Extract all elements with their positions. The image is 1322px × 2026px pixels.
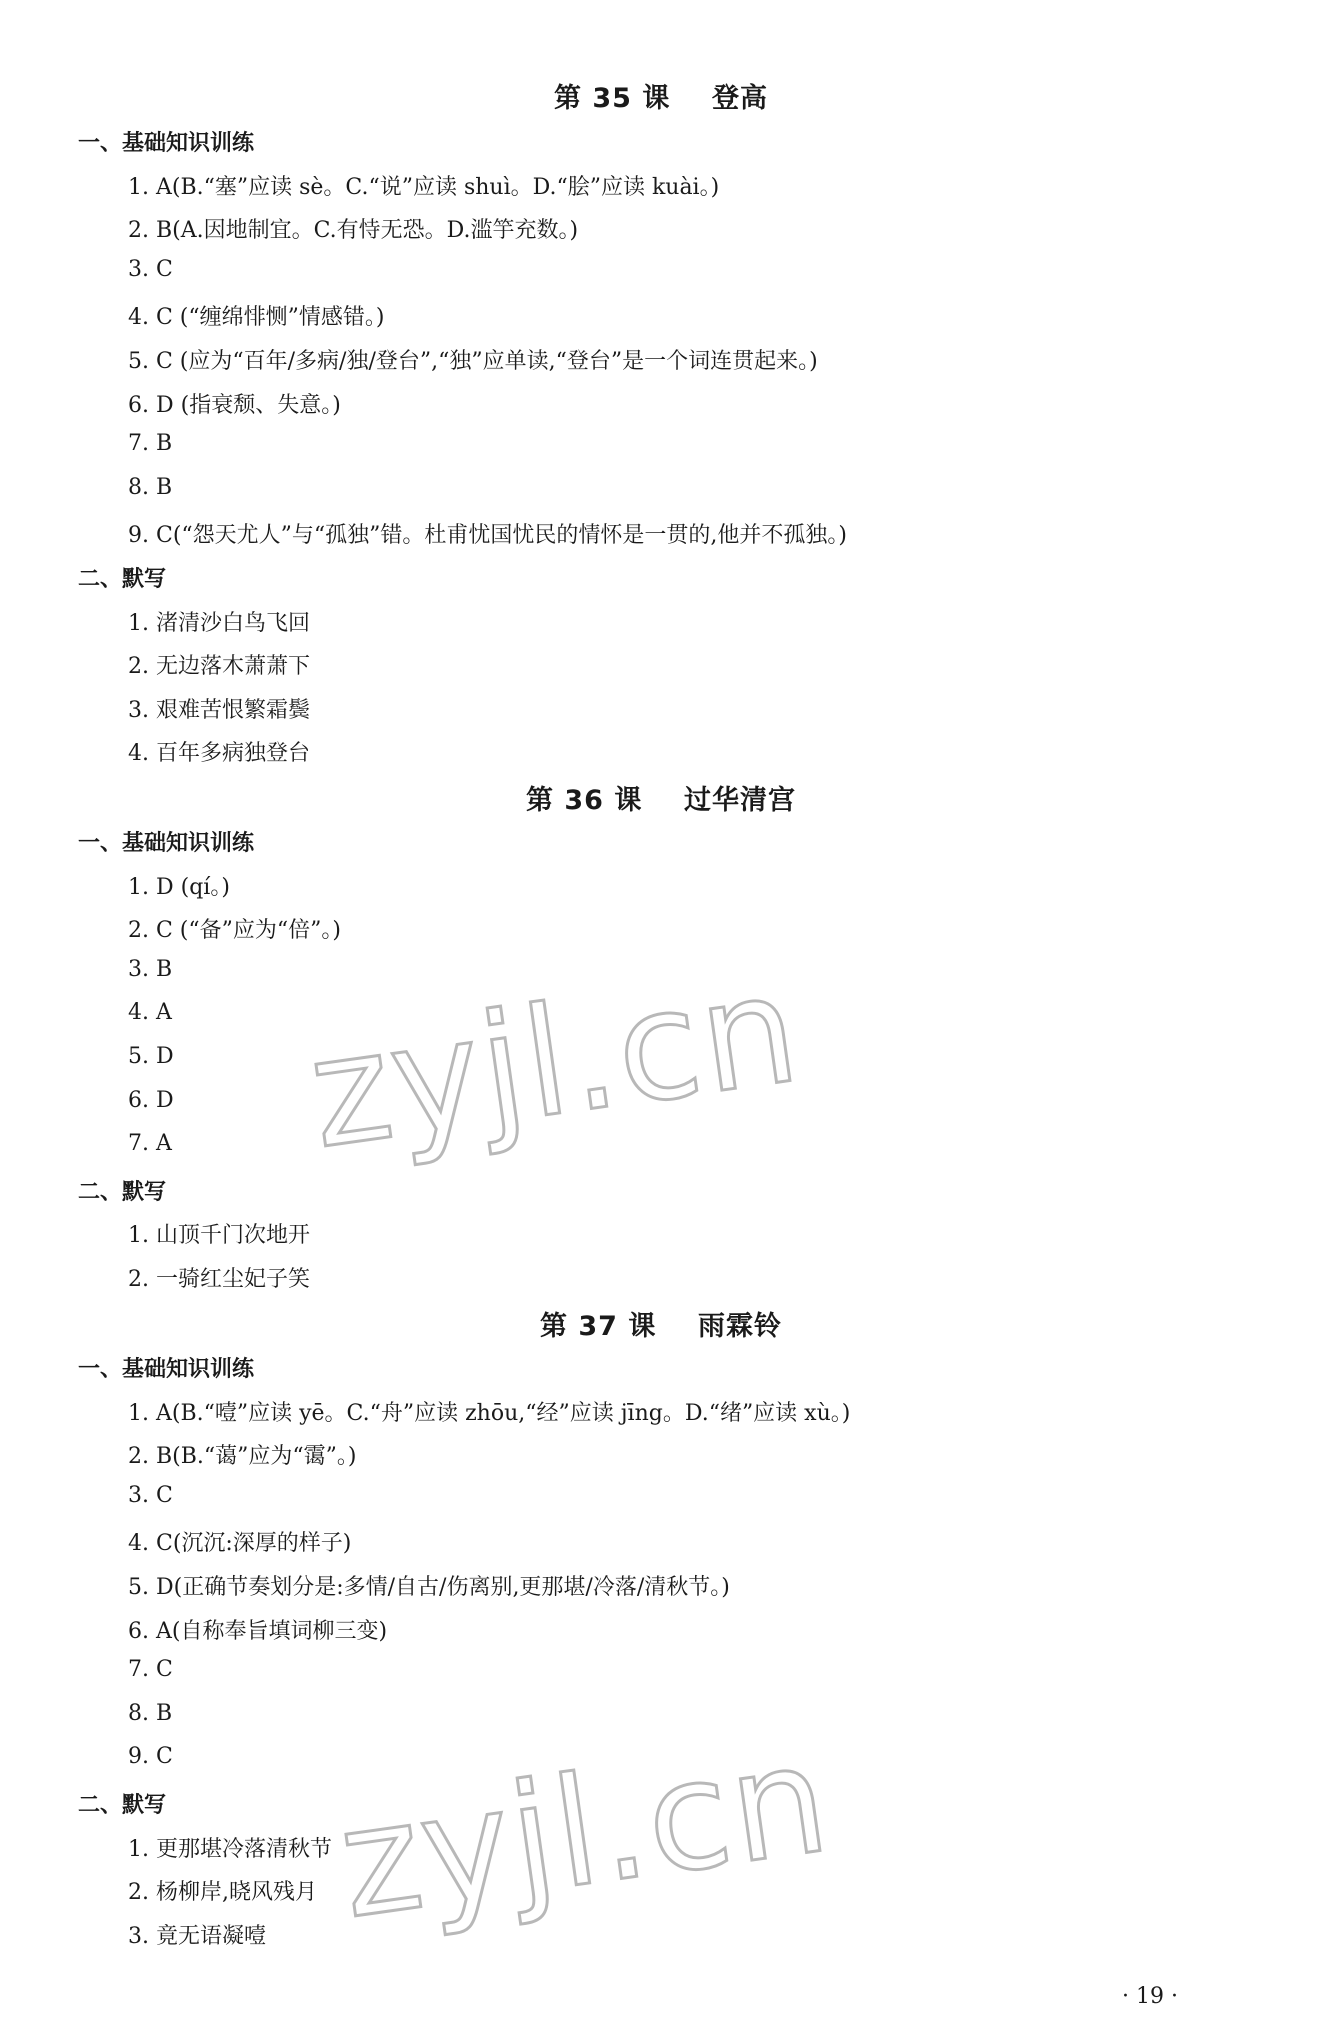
page-number: · 19 · — [1122, 1984, 1178, 2009]
watermark: zyjl.cn — [300, 941, 810, 1183]
answer-item: 2. B(A.因地制宜。C.有恃无恐。D.滥竽充数。) — [128, 218, 579, 243]
answer-item: 7. C — [128, 1657, 173, 1682]
section-heading: 二、默写 — [78, 567, 167, 592]
answer-item: 4. C (“缠绵悱恻”情感错。) — [128, 305, 385, 330]
answer-item: 1. A(B.“噎”应读 yē。C.“舟”应读 zhōu,“经”应读 jīng。D.“绪”应读 xù。) — [128, 1401, 851, 1426]
answer-item: 5. C (应为“百年/多病/独/登台”,“独”应单读,“登台”是一个词连贯起来。) — [128, 349, 818, 374]
section-heading: 二、默写 — [78, 1180, 167, 1205]
watermark: zyjl.cn — [330, 1711, 840, 1953]
lesson-title: 第 36 课 过华清宫 — [526, 785, 796, 816]
section-heading: 一、基础知识训练 — [78, 1357, 255, 1382]
answer-item: 4. C(沉沉:深厚的样子) — [128, 1531, 352, 1556]
answer-item: 6. A(自称奉旨填词柳三变) — [128, 1619, 388, 1644]
answer-item: 5. D — [128, 1044, 174, 1069]
lesson-title: 第 35 课 登高 — [554, 83, 768, 114]
answer-item: 8. B — [128, 475, 173, 500]
answer-item: 6. D (指衰颓、失意。) — [128, 393, 341, 418]
answer-item: 3. B — [128, 957, 173, 982]
dictation-item: 1. 渚清沙白鸟飞回 — [128, 611, 310, 636]
answer-item: 1. D (qí。) — [128, 875, 230, 900]
section-heading: 一、基础知识训练 — [78, 131, 255, 156]
section-heading: 一、基础知识训练 — [78, 831, 255, 856]
dictation-item: 1. 山顶千门次地开 — [128, 1223, 310, 1248]
section-heading: 二、默写 — [78, 1793, 167, 1818]
answer-item: 6. D — [128, 1088, 174, 1113]
dictation-item: 2. 无边落木萧萧下 — [128, 654, 310, 679]
dictation-item: 2. 一骑红尘妃子笑 — [128, 1267, 310, 1292]
lesson-title: 第 37 课 雨霖铃 — [540, 1311, 782, 1342]
answer-item: 3. C — [128, 1483, 173, 1508]
dictation-item: 3. 竟无语凝噎 — [128, 1924, 266, 1949]
answer-item: 1. A(B.“塞”应读 sè。C.“说”应读 shuì。D.“脍”应读 kuài。) — [128, 175, 720, 200]
answer-item: 2. C (“备”应为“倍”。) — [128, 918, 341, 943]
answer-item: 4. A — [128, 1000, 172, 1025]
answer-item: 3. C — [128, 257, 173, 282]
dictation-item: 4. 百年多病独登台 — [128, 741, 310, 766]
answer-item: 7. B — [128, 431, 173, 456]
answer-item: 7. A — [128, 1131, 172, 1156]
answer-item: 9. C(“怨天尤人”与“孤独”错。杜甫忧国忧民的情怀是一贯的,他并不孤独。) — [128, 523, 847, 548]
dictation-item: 2. 杨柳岸,晓风残月 — [128, 1880, 317, 1905]
dictation-item: 1. 更那堪冷落清秋节 — [128, 1837, 332, 1862]
answer-item: 8. B — [128, 1701, 173, 1726]
answer-item: 5. D(正确节奏划分是:多情/自古/伤离别,更那堪/冷落/清秋节。) — [128, 1575, 730, 1600]
answer-item: 9. C — [128, 1744, 173, 1769]
dictation-item: 3. 艰难苦恨繁霜鬓 — [128, 698, 310, 723]
answer-item: 2. B(B.“蔼”应为“霭”。) — [128, 1444, 357, 1469]
